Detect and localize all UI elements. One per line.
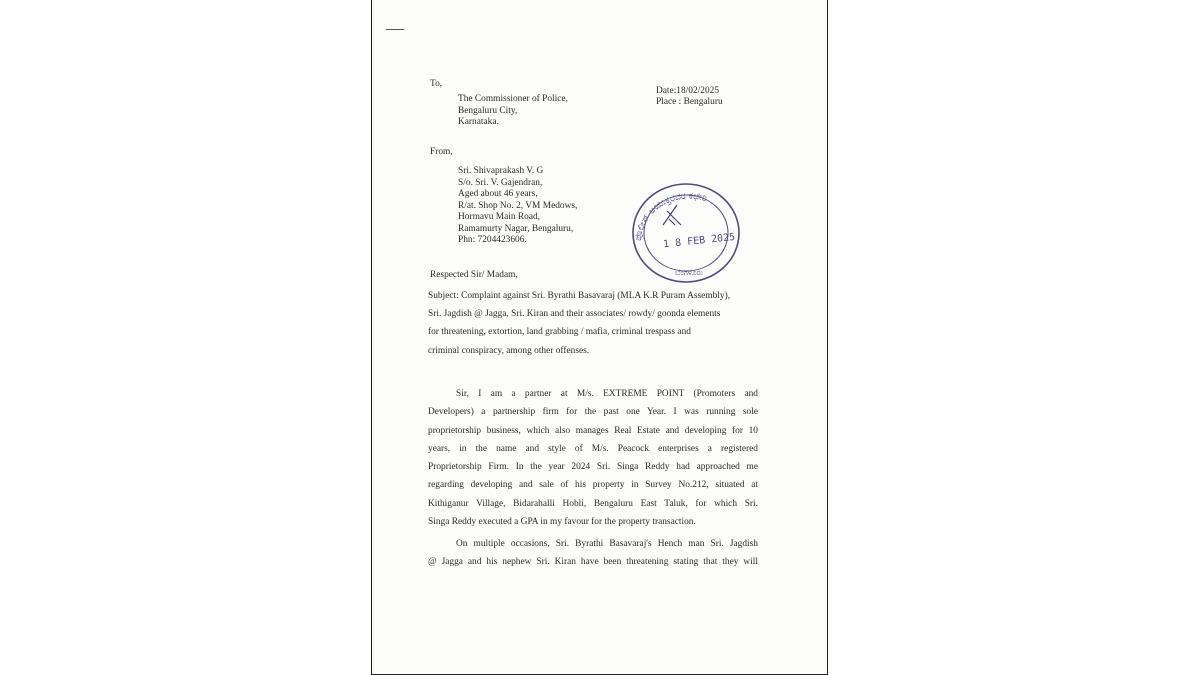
subject-block: [428, 287, 758, 360]
subject-line: Subject: Complaint against Sri. Byrathi Basavaraj (MLA K.R Puram Assembly),: [428, 291, 731, 301]
paragraph-line: @ Jagga and his nephew Sri. Kiran have been threatening stating that they will: [428, 557, 758, 568]
paragraph-line: Developers) a partnership firm for the past one Year. I was running sole: [428, 407, 758, 418]
from-label: From,: [430, 147, 453, 157]
recipient-line: Karnataka.: [458, 117, 499, 127]
paragraph-line: years, in the name and style of M/s. Peacock enterprises a registered: [428, 443, 758, 454]
letter-date: Date:18/02/2025: [656, 86, 720, 96]
stamp-ring-text: ಪೊಲೀಸ್ ಆಯುಕ್ತರವರ ಕಛೇರಿ: [633, 191, 709, 242]
letter-page: [371, 0, 828, 675]
sender-line: Sri. Shivaprakash V. G: [458, 166, 544, 176]
paragraph-line: regarding developing and sale of his property in Survey No.212, situated at: [428, 480, 758, 491]
sender-line: S/o. Sri. V. Gajendran,: [458, 177, 543, 188]
salutation: Respected Sir/ Madam,: [430, 270, 518, 280]
sender-line: Phn: 7204423606.: [458, 235, 527, 245]
paragraph-line: On multiple occasions, Sri. Byrathi Basavaraj's Hench man Sri. Jagdish: [456, 539, 758, 549]
signature-scribble: [663, 205, 681, 225]
stamp-bottom-text: ಬೆಂಗಳೂರು: [675, 268, 704, 277]
paragraph-line: Proprietorship Firm. In the year 2024 Sri. Singa Reddy had approached me: [428, 462, 758, 473]
body-paragraph-2: [428, 535, 758, 572]
recipient-line: The Commissioner of Police,: [458, 94, 568, 104]
sender-line: Aged about 46 years,: [458, 189, 538, 199]
body-paragraph-1: [428, 385, 758, 531]
margin-mark: [386, 29, 404, 30]
received-stamp: [629, 181, 745, 285]
sender-line: Hormavu Main Road,: [458, 212, 541, 222]
recipient-address: [458, 94, 568, 129]
recipient-line: Bengaluru City,: [458, 105, 518, 116]
paragraph-line: Sir, I am a partner at M/s. EXTREME POINT (Promoters and: [456, 389, 758, 399]
sender-line: R/at. Shop No. 2, VM Medows,: [458, 200, 578, 211]
paragraph-line: Singa Reddy executed a GPA in my favour for the property transaction.: [428, 517, 696, 528]
subject-line: criminal conspiracy, among other offenses.: [428, 345, 590, 356]
sender-address: [458, 166, 577, 247]
subject-line: for threatening, extortion, land grabbing / mafia, criminal trespass and: [428, 327, 691, 338]
sender-line: Ramamurty Nagar, Bengaluru,: [458, 223, 574, 234]
to-label: To,: [430, 79, 443, 89]
paragraph-line: Kithiganur Village, Bidarahalli Hobli, Bengaluru East Taluk, for which Sri.: [428, 498, 758, 509]
stamp-date: 1 8 FEB 2025: [662, 231, 736, 251]
paragraph-line: proprietorship business, which also manages Real Estate and developing for 10: [428, 425, 758, 436]
letter-place: Place : Bengaluru: [656, 97, 723, 107]
subject-line: Sri. Jagdish @ Jagga, Sri. Kiran and their associates/ rowdy/ goonda elements: [428, 309, 721, 320]
